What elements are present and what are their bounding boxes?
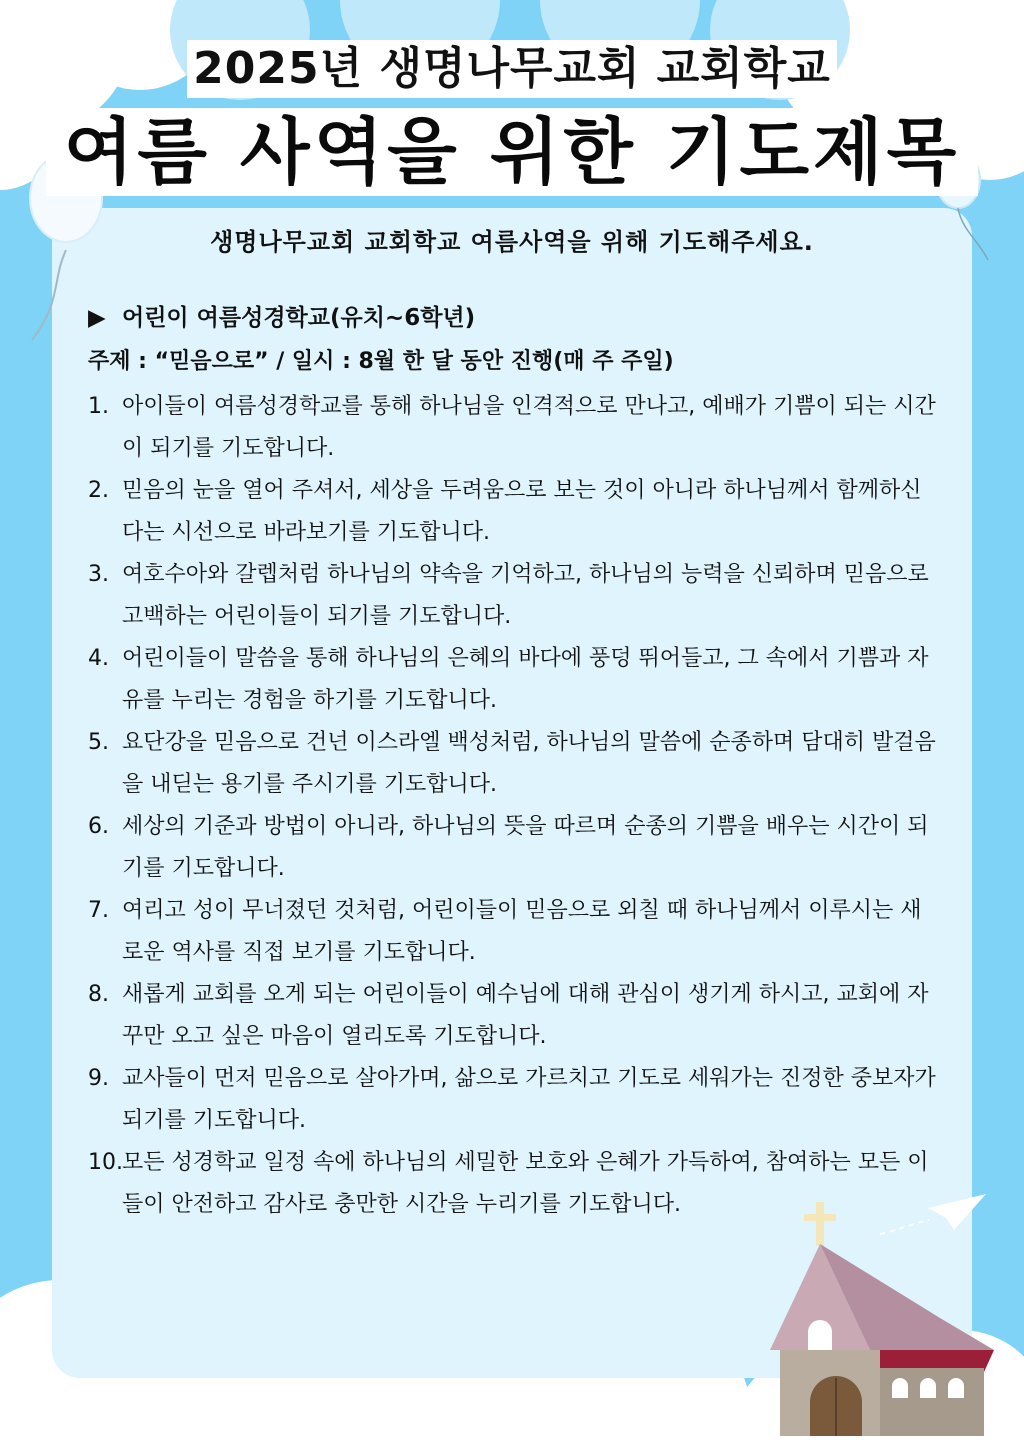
list-item-text: 교사들이 먼저 믿음으로 살아가며, 삶으로 가르치고 기도로 세워가는 진정한 중보자가 되기를 기도합니다. (122, 1066, 936, 1133)
title-line-1: 2025년 생명나무교회 교회학교 (187, 40, 837, 98)
list-item-text: 모든 성경학교 일정 속에 하나님의 세밀한 보호와 은혜가 가득하여, 참여하는 모든 이들이 안전하고 감사로 충만한 시간을 누리기를 기도합니다. (122, 1150, 929, 1217)
title-line-2: 여름 사역을 위한 기도제목 (46, 108, 978, 196)
list-item-text: 요단강을 믿음으로 건넌 이스라엘 백성처럼, 하나님의 말씀에 순종하며 담대히 발걸음을 내딛는 용기를 주시기를 기도합니다. (122, 730, 936, 797)
list-item (88, 638, 938, 722)
list-item-number: 2. (88, 478, 109, 503)
theme-line: 주제 : “믿음으로” / 일시 : 8월 한 달 동안 진행(매 주 주일) (88, 349, 674, 374)
list-item (88, 890, 938, 974)
list-item-number: 5. (88, 730, 109, 755)
list-item-number: 9. (88, 1066, 109, 1091)
list-item-number: 6. (88, 814, 109, 839)
list-item-text: 새롭게 교회를 오게 되는 어린이들이 예수님에 대해 관심이 생기게 하시고, 교회에 자꾸만 오고 싶은 마음이 열리도록 기도합니다. (122, 982, 929, 1049)
list-item-number: 3. (88, 562, 109, 587)
list-item-text: 여리고 성이 무너졌던 것처럼, 어린이들이 믿음으로 외칠 때 하나님께서 이루시는 새로운 역사를 직접 보기를 기도합니다. (122, 898, 922, 965)
list-item-text: 믿음의 눈을 열어 주셔서, 세상을 두려움으로 보는 것이 아니라 하나님께서 함께하신다는 시선으로 바라보기를 기도합니다. (122, 478, 922, 545)
title-block (0, 40, 1024, 196)
section-heading (88, 300, 938, 336)
list-item-text: 여호수아와 갈렙처럼 하나님의 약속을 기억하고, 하나님의 능력을 신뢰하며 믿음으로 고백하는 어린이들이 되기를 기도합니다. (122, 562, 929, 629)
list-item-number: 7. (88, 898, 109, 923)
prayer-list (88, 386, 938, 1226)
church-icon (760, 1200, 1000, 1440)
list-item-number: 1. (88, 394, 109, 419)
list-item (88, 1058, 938, 1142)
section-heading-text: 어린이 여름성경학교(유치~6학년) (122, 305, 476, 331)
list-item-number: 4. (88, 646, 109, 671)
subtitle: 생명나무교회 교회학교 여름사역을 위해 기도해주세요. (210, 228, 814, 256)
list-item (88, 386, 938, 470)
triangle-bullet-icon: ▶ (88, 305, 106, 331)
list-item-text: 어린이들이 말씀을 통해 하나님의 은혜의 바다에 풍덩 뛰어들고, 그 속에서 기쁨과 자유를 누리는 경험을 하기를 기도합니다. (122, 646, 929, 713)
list-item-number: 8. (88, 982, 109, 1007)
list-item (88, 470, 938, 554)
prayer-content (88, 300, 938, 1226)
list-item (88, 722, 938, 806)
list-item-number: 10. (88, 1150, 123, 1175)
list-item (88, 554, 938, 638)
list-item (88, 806, 938, 890)
list-item (88, 974, 938, 1058)
list-item-text: 아이들이 여름성경학교를 통해 하나님을 인격적으로 만나고, 예배가 기쁨이 되는 시간이 되기를 기도합니다. (122, 394, 936, 461)
list-item-text: 세상의 기준과 방법이 아니라, 하나님의 뜻을 따르며 순종의 기쁨을 배우는 시간이 되기를 기도합니다. (122, 814, 929, 881)
